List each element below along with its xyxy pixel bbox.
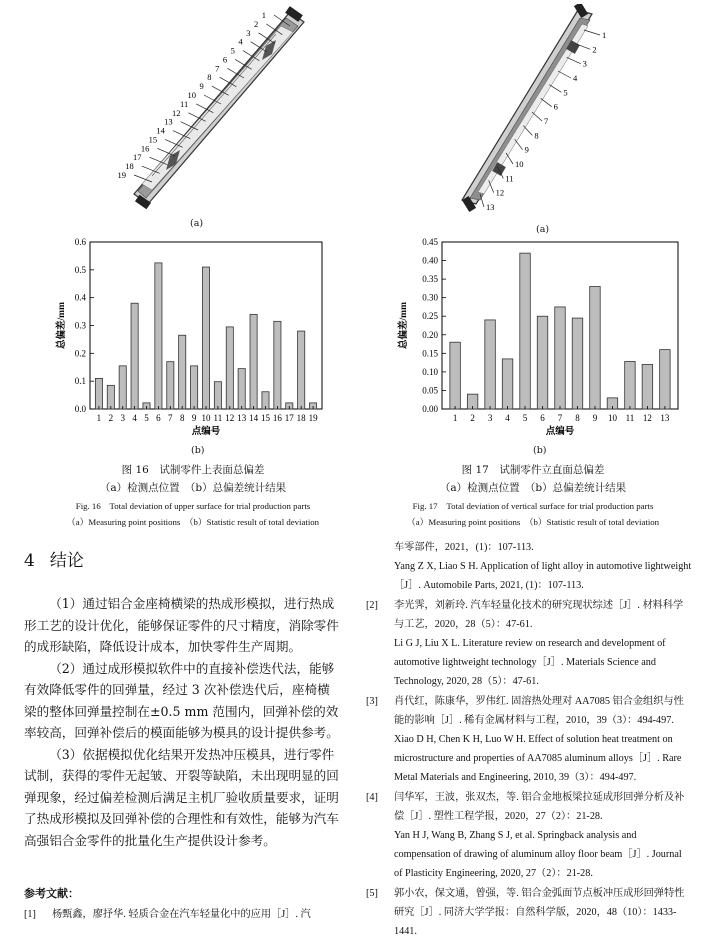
callout-label: 5 xyxy=(230,45,235,56)
y-tick-label: 0.40 xyxy=(422,255,438,266)
callout-label: 8 xyxy=(207,72,212,83)
x-tick-label: 3 xyxy=(120,413,125,423)
bar xyxy=(107,385,114,409)
y-tick-label: 0.15 xyxy=(422,348,438,359)
y-tick-label: 0.25 xyxy=(422,311,438,322)
x-tick-label: 14 xyxy=(249,413,259,423)
section-heading xyxy=(24,546,84,571)
y-tick-label: 0.6 xyxy=(74,237,86,247)
reference-text: Li G J, Liu X L. Literature review on research and development of automotive lightweight technology［J］. Materials Science and Technology, 2020, 28（5）：47-61. xyxy=(394,638,666,688)
bar xyxy=(298,331,305,409)
bar xyxy=(214,382,221,409)
y-tick-label: 0.2 xyxy=(74,348,86,359)
reference-text: Xiao D H, Chen K H, Luo W H. Effect of solution heat treatment on microstructure and properties of AA7085 aluminum alloys［J］. Rare Metal Materials and Engineering, 2010, 39（3）：494-497. xyxy=(394,734,682,784)
y-tick-label: 0.3 xyxy=(74,320,86,331)
bar xyxy=(450,342,460,409)
fig17-beam xyxy=(462,4,592,212)
x-tick-label: 8 xyxy=(179,413,185,423)
callout-label: 3 xyxy=(582,58,587,69)
x-tick-label: 13 xyxy=(237,413,247,423)
x-tick-label: 11 xyxy=(213,413,223,423)
bar xyxy=(485,320,495,409)
callout-label: 4 xyxy=(238,36,243,47)
callout-leader xyxy=(523,126,532,136)
fig16-sub-a: (a) xyxy=(190,218,204,229)
y-tick-label: 0.20 xyxy=(422,329,438,340)
fig17-caption-cn-sub: （a）检测点位置 （b）总偏差统计结果 xyxy=(439,482,627,494)
fig16-point-labels xyxy=(118,10,267,180)
x-axis-label: 点编号 xyxy=(191,427,221,437)
callout-label: 3 xyxy=(246,27,251,38)
x-tick-label: 15 xyxy=(260,413,270,423)
y-tick-label: 0.30 xyxy=(422,292,438,303)
bar xyxy=(625,361,635,409)
reference-text: 车零部件，2021，(1)：107-113. xyxy=(394,542,534,553)
callout-leader xyxy=(567,57,581,63)
callout-leader xyxy=(584,30,600,35)
y-tick-label: 0.1 xyxy=(74,376,86,387)
bar xyxy=(572,318,582,409)
reference-text: 郭小农，保文通，曾强，等. 铝合金弧面节点板冲压成形回弹特性研究［J］. 同济大学学报：自然科学版，2020，48（10）：1433-1441. xyxy=(394,887,685,938)
fig16-part-drawing xyxy=(100,4,320,214)
callout-label: 9 xyxy=(524,144,529,155)
y-tick-label: 0.5 xyxy=(74,264,86,275)
callout-label: 2 xyxy=(592,44,597,55)
x-tick-label: 1 xyxy=(452,413,458,423)
bar xyxy=(250,314,257,409)
fig17-leader-lines xyxy=(480,30,600,207)
fig16-sub-b: (b) xyxy=(191,445,205,456)
fig16-caption-cn: 图 16 试制零件上表面总偏差 xyxy=(121,464,265,476)
x-tick-label: 10 xyxy=(607,413,617,423)
x-tick-label: 16 xyxy=(272,413,282,423)
callout-label: 4 xyxy=(573,73,578,83)
bar xyxy=(590,287,600,409)
bar xyxy=(642,364,652,409)
reference-entry xyxy=(366,634,692,692)
fig16-beam xyxy=(134,6,304,209)
x-tick-label: 17 xyxy=(284,413,294,423)
reference-entry xyxy=(366,557,692,595)
x-tick-label: 8 xyxy=(575,413,580,423)
fig17-sub-a: (a) xyxy=(536,224,550,235)
reference-1-text: 杨甄鑫，廖抒华. 轻质合金在汽车轻量化中的应用［J］. 汽 xyxy=(52,909,311,920)
x-tick-label: 5 xyxy=(144,413,149,423)
reference-entry xyxy=(366,788,692,826)
reference-number: [3] xyxy=(366,695,378,707)
callout-label: 19 xyxy=(117,170,126,180)
callout-leader xyxy=(541,98,552,106)
x-tick-label: 3 xyxy=(487,413,493,423)
x-tick-label: 5 xyxy=(522,413,528,423)
conclusions-body xyxy=(24,593,342,851)
x-tick-label: 10 xyxy=(201,413,211,423)
bar xyxy=(155,263,162,409)
x-tick-label: 2 xyxy=(470,413,475,423)
fig17-caption xyxy=(358,462,708,528)
x-tick-label: 9 xyxy=(191,413,197,423)
bar xyxy=(179,335,186,409)
callout-label: 13 xyxy=(164,116,173,127)
y-tick-label: 0.10 xyxy=(422,366,438,377)
fig16-caption xyxy=(18,462,368,528)
callout-leader xyxy=(558,71,571,78)
bar xyxy=(502,359,512,409)
callout-label: 15 xyxy=(148,134,158,145)
callout-leader xyxy=(506,153,513,164)
x-tick-label: 13 xyxy=(660,413,670,423)
bar xyxy=(520,253,530,409)
reference-1 xyxy=(24,905,344,924)
bar xyxy=(167,362,174,409)
fig16-bar-chart xyxy=(52,232,342,454)
section-title: 结论 xyxy=(49,551,84,571)
x-tick-label: 6 xyxy=(156,413,161,423)
references-right-column xyxy=(366,538,692,941)
fig17-point-labels xyxy=(486,30,606,212)
bar xyxy=(274,321,281,409)
x-tick-label: 18 xyxy=(296,413,306,423)
fig17-part-drawing xyxy=(450,4,650,216)
reference-entry xyxy=(366,826,692,884)
callout-label: 18 xyxy=(125,161,134,172)
y-axis-label: 总偏差/mm xyxy=(57,302,67,349)
bar xyxy=(555,307,565,409)
bar xyxy=(131,303,138,409)
callout-label: 1 xyxy=(602,30,607,40)
callout-label: 10 xyxy=(515,159,524,169)
bar xyxy=(119,366,126,409)
reference-number: [4] xyxy=(366,791,378,803)
callout-label: 1 xyxy=(261,10,266,20)
reference-text: 闫华军，王波，张双杰，等. 铝合金地板梁拉延成形回弹分析及补偿［J］. 塑性工程学报，2020，27（2）：21-28. xyxy=(394,791,685,822)
callout-label: 17 xyxy=(133,152,142,163)
x-tick-label: 4 xyxy=(132,413,137,423)
callout-label: 7 xyxy=(215,63,220,74)
fig16-caption-en-sub: （a）Measuring point positions （b）Statistic result of total deviation xyxy=(66,517,320,527)
x-tick-label: 12 xyxy=(642,413,652,423)
callout-label: 12 xyxy=(495,187,505,198)
conclusion-paragraph-3: （3）依据模拟优化结果开发热冲压模具，进行零件试制，获得的零件无起皱、开裂等缺陷，未出现明显的回弹现象，经过偏差检测后满足主机厂验收质量要求，证明了热成形模拟及回弹补偿的合理性和有效性，能够为汽车高强铝合金零件的批量化生产提供设计参考。 xyxy=(24,746,339,848)
reference-1-number: [1] xyxy=(24,909,36,920)
bar xyxy=(226,327,233,409)
x-tick-label: 19 xyxy=(308,413,318,423)
callout-label: 7 xyxy=(544,116,549,126)
conclusion-paragraph-2: （2）通过成形模拟软件中的直接补偿迭代法，能够有效降低零件的回弹量，经过 3 次补偿迭代后，座椅横梁的整体回弹量控制在±0.5 mm 范围内，回弹补偿的效率较高，回弹补偿后的模面能够为模具的设计提供参考。 xyxy=(24,660,339,740)
bar xyxy=(95,378,102,409)
conclusion-paragraph-1: （1）通过铝合金座椅横梁的热成形模拟，进行热成形工艺的设计优化，能够保证零件的尺寸精度，消除零件的成形缺陷，降低设计成本，加快零件生产周期。 xyxy=(24,596,339,654)
x-tick-label: 11 xyxy=(625,413,635,423)
callout-label: 16 xyxy=(140,143,150,154)
x-tick-label: 12 xyxy=(225,413,235,423)
fig17-caption-en-sub: （a）Measuring point positions （b）Statistic result of total deviation xyxy=(406,517,660,527)
callout-label: 13 xyxy=(486,202,495,212)
callout-leader xyxy=(532,112,542,121)
reference-number: [2] xyxy=(366,599,378,611)
x-tick-label: 1 xyxy=(96,413,102,423)
x-tick-label: 2 xyxy=(108,413,114,423)
fig16-caption-cn-sub: （a）检测点位置 （b）总偏差统计结果 xyxy=(99,482,287,494)
callout-label: 14 xyxy=(156,125,165,136)
callout-label: 6 xyxy=(222,54,228,65)
callout-label: 8 xyxy=(534,130,539,141)
callout-leader xyxy=(515,139,523,149)
reference-number: [5] xyxy=(366,887,378,899)
callout-label: 5 xyxy=(563,87,568,98)
fig17-caption-en: Fig. 17 Total deviation of vertical surface for trial production parts xyxy=(412,501,654,511)
x-tick-label: 7 xyxy=(168,413,173,423)
bar xyxy=(202,267,209,409)
fig17-bar-chart xyxy=(394,232,694,454)
y-tick-label: 0.45 xyxy=(422,237,438,247)
x-tick-label: 7 xyxy=(557,413,563,423)
fig17-sub-b: (b) xyxy=(533,445,547,456)
callout-label: 2 xyxy=(253,18,259,29)
reference-text: Yan H J, Wang B, Zhang S J, et al. Springback analysis and compensation of drawing of aluminum alloy floor beam［J］. Journal of Plasticity Engineering, 2020, 27（2）：21-28. xyxy=(394,830,682,880)
x-tick-label: 6 xyxy=(540,413,545,423)
bar xyxy=(660,350,670,409)
y-tick-label: 0.0 xyxy=(74,404,86,414)
bar xyxy=(537,316,547,409)
fig16-caption-en: Fig. 16 Total deviation of upper surface for trial production parts xyxy=(75,501,311,511)
callout-label: 9 xyxy=(199,81,204,92)
callout-label: 6 xyxy=(553,101,558,112)
reference-entry xyxy=(366,692,692,730)
section-number: 4 xyxy=(24,551,35,571)
y-tick-label: 0.05 xyxy=(422,385,438,396)
reference-text: 李光霁，刘新玲. 汽车轻量化技术的研究现状综述［J］. 材料科学与工艺，2020，28（5）：47-61. xyxy=(394,599,684,630)
callout-leader xyxy=(549,85,561,93)
reference-entry xyxy=(366,884,692,942)
bar xyxy=(191,366,198,409)
references-heading: 参考文献： xyxy=(24,887,79,900)
reference-entry xyxy=(366,596,692,634)
x-tick-label: 9 xyxy=(592,413,598,423)
callout-label: 10 xyxy=(187,90,196,100)
callout-label: 12 xyxy=(171,107,181,118)
reference-entry xyxy=(366,730,692,788)
reference-text: Yang Z X, Liao S H. Application of light alloy in automotive lightweight［J］. Automobile Parts, 2021, (1)：107-113. xyxy=(394,561,692,592)
y-tick-label: 0.4 xyxy=(74,292,86,303)
reference-entry xyxy=(366,538,692,557)
callout-label: 11 xyxy=(180,98,189,109)
bar xyxy=(238,369,245,409)
x-tick-label: 4 xyxy=(505,413,510,423)
y-tick-label: 0.00 xyxy=(422,404,438,414)
x-axis-label: 点编号 xyxy=(545,427,575,437)
y-tick-label: 0.35 xyxy=(422,274,438,285)
reference-text: 肖代红，陈康华，罗伟红. 固溶热处理对 AA7085 铝合金组织与性能的影响［J］. 稀有金属材料与工程，2010，39（3）：494-497. xyxy=(394,695,684,726)
fig17-caption-cn: 图 17 试制零件立直面总偏差 xyxy=(461,464,605,476)
callout-label: 11 xyxy=(505,173,514,184)
y-axis-label: 总偏差/mm xyxy=(399,302,409,349)
